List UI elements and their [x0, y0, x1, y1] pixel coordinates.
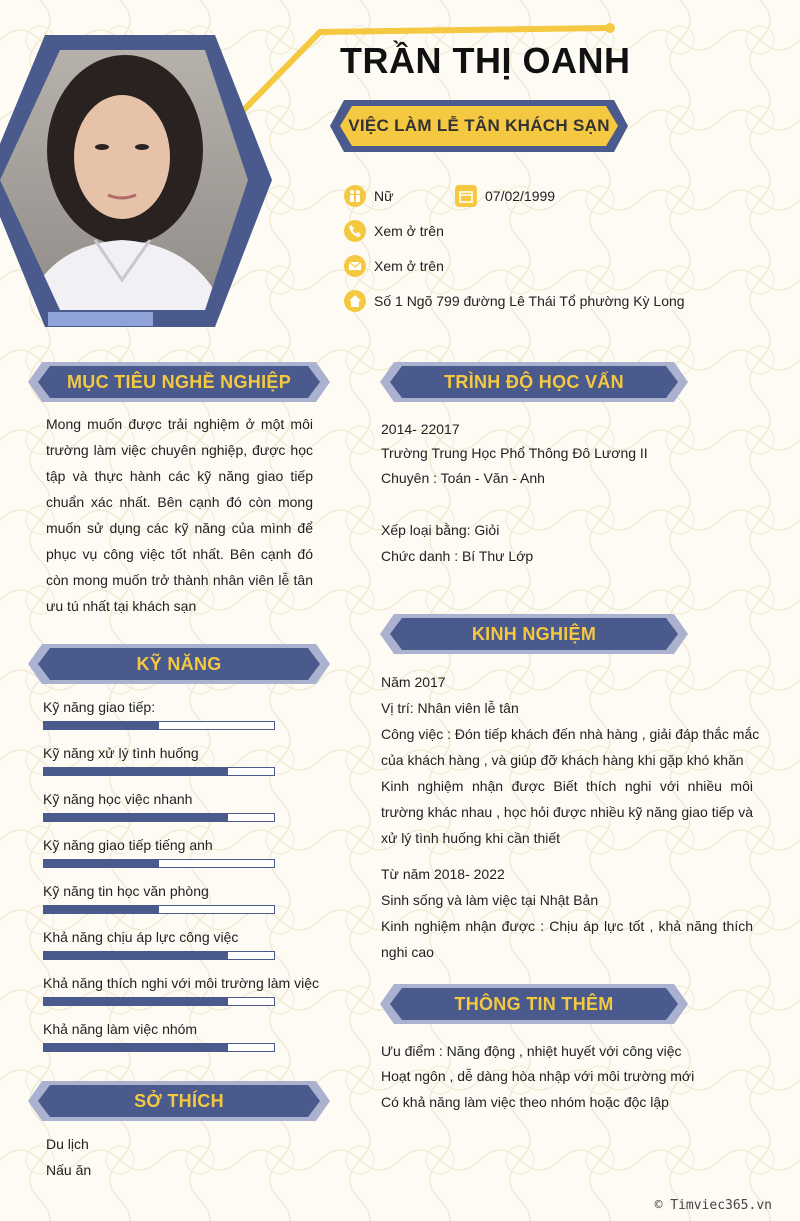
experience-detail: trường khác nhau , học hỏi được nhiều kỹ năng giao tiếp và: [381, 804, 753, 820]
skill-label: Kỹ năng xử lý tình huống: [43, 745, 199, 761]
extra-banner: [380, 984, 688, 1024]
education-major: Chuyên : Toán - Văn - Anh: [381, 470, 545, 486]
skill-bar: [43, 997, 275, 1006]
hobbies-heading: SỞ THÍCH: [134, 1090, 224, 1111]
skill-fill: [44, 952, 228, 959]
objective-line: còn mong muốn trở thành nhân viên lễ tân: [46, 572, 313, 588]
phone-row: [344, 220, 444, 242]
skill-label: Khả năng làm việc nhóm: [43, 1021, 198, 1037]
experience-role: Sinh sống và làm việc tại Nhật Bản: [381, 892, 599, 908]
experience-year: Từ năm 2018- 2022: [381, 866, 505, 882]
skill-bar: [43, 813, 275, 822]
skill-bar: [43, 1043, 275, 1052]
hobby-item: Nấu ăn: [46, 1162, 92, 1178]
phone-value: Xem ở trên: [374, 223, 444, 239]
skill-label: Kỹ năng giao tiếp:: [43, 699, 156, 715]
objective-line: Mong muốn được trải nghiệm ở một môi: [46, 416, 313, 432]
phone-icon: [344, 220, 366, 242]
skill-bar: [43, 905, 275, 914]
hobbies-banner: [28, 1081, 330, 1121]
gender-row: [344, 185, 393, 207]
experience-detail: Công việc : Đón tiếp khách đến nhà hàng , giải đáp thắc mắc: [381, 726, 760, 742]
mail-icon: [344, 255, 366, 277]
email-value: Xem ở trên: [374, 258, 444, 274]
skill-fill: [44, 722, 159, 729]
experience-detail: Kinh nghiệm nhận được Biết thích nghi với nhiều môi: [381, 778, 753, 794]
experience-banner: [380, 614, 688, 654]
home-icon: [344, 290, 366, 312]
email-row: [344, 255, 444, 277]
education-heading: TRÌNH ĐỘ HỌC VẤN: [444, 371, 624, 392]
skill-label: Kỹ năng tin học văn phòng: [43, 883, 209, 899]
footer-credit: © Timviec365.vn: [654, 1198, 772, 1213]
skill-bar: [43, 859, 275, 868]
dob-row: [455, 185, 555, 207]
extra-item: Ưu điểm : Năng động , nhiệt huyết với công việc: [381, 1043, 682, 1059]
extra-heading: THÔNG TIN THÊM: [454, 993, 614, 1014]
skill-fill: [44, 814, 228, 821]
skill-bar: [43, 951, 275, 960]
skill-label: Kỹ năng học việc nhanh: [43, 791, 193, 807]
dob-value: 07/02/1999: [485, 188, 556, 204]
skill-label: Khả năng chịu áp lực công việc: [43, 929, 239, 945]
education-grade: Xếp loại bằng: Giỏi: [381, 522, 500, 538]
skill-fill: [44, 1044, 228, 1051]
skill-label: Kỹ năng giao tiếp tiếng anh: [43, 837, 213, 853]
hobby-item: Du lịch: [46, 1136, 89, 1152]
calendar-icon: [455, 185, 477, 207]
experience-detail: nghi cao: [381, 944, 434, 960]
skill-fill: [44, 860, 159, 867]
extra-item: Hoạt ngôn , dễ dàng hòa nhập với môi trường mới: [381, 1068, 695, 1084]
skill-label: Khả năng thích nghi với môi trường làm việc: [43, 975, 319, 991]
skill-fill: [44, 906, 159, 913]
experience-role: Vị trí: Nhân viên lễ tân: [381, 700, 519, 716]
gender-value: Nữ: [374, 188, 394, 204]
candidate-name: TRẦN THỊ OANH: [340, 40, 631, 81]
objective-banner: [28, 362, 330, 402]
skill-fill: [44, 768, 228, 775]
education-banner: [380, 362, 688, 402]
objective-line: trường làm việc chuyên nghiệp, được học: [46, 442, 313, 458]
education-school: Trường Trung Học Phổ Thông Đô Lương II: [381, 445, 648, 461]
objective-heading: MỤC TIÊU NGHỀ NGHIỆP: [66, 371, 291, 392]
skill-fill: [44, 998, 228, 1005]
extra-item: Có khả năng làm việc theo nhóm hoặc độc lập: [381, 1094, 669, 1110]
experience-year: Năm 2017: [381, 674, 446, 690]
gender-icon: [344, 185, 366, 207]
experience-detail: xử lý tình huống khi cần thiết: [381, 830, 561, 846]
skills-banner: [28, 644, 330, 684]
avatar: [0, 35, 275, 330]
skill-bar: [43, 767, 275, 776]
objective-line: ưu tú nhất tại khách sạn: [46, 598, 197, 614]
objective-line: tập và thực hành các kỹ năng giao tiếp: [46, 468, 313, 484]
experience-heading: KINH NGHIỆM: [471, 623, 597, 644]
education-position: Chức danh : Bí Thư Lớp: [381, 548, 534, 564]
skills-heading: KỸ NĂNG: [136, 653, 222, 674]
address-row: [344, 290, 685, 312]
job-title-banner: [330, 98, 628, 154]
objective-line: chuẩn xác nhất. Bên cạnh đó còn mong: [46, 494, 313, 510]
job-title: VIỆC LÀM LỄ TÂN KHÁCH SẠN: [348, 116, 610, 135]
experience-detail: của khách hàng , và giúp đỡ khách hàng khi gặp khó khăn: [381, 752, 744, 768]
education-period: 2014- 22017: [381, 421, 460, 437]
skill-bar: [43, 721, 275, 730]
address-value: Số 1 Ngõ 799 đường Lê Thái Tổ phường Kỳ Long: [374, 293, 685, 309]
experience-detail: Kinh nghiệm nhận được : Chịu áp lực tốt , khả năng thích: [381, 918, 753, 934]
objective-line: phục vụ công việc tốt nhất. Bên cạnh đó: [46, 546, 313, 562]
objective-line: muốn sử dụng các kỹ năng của mình để: [46, 520, 313, 536]
